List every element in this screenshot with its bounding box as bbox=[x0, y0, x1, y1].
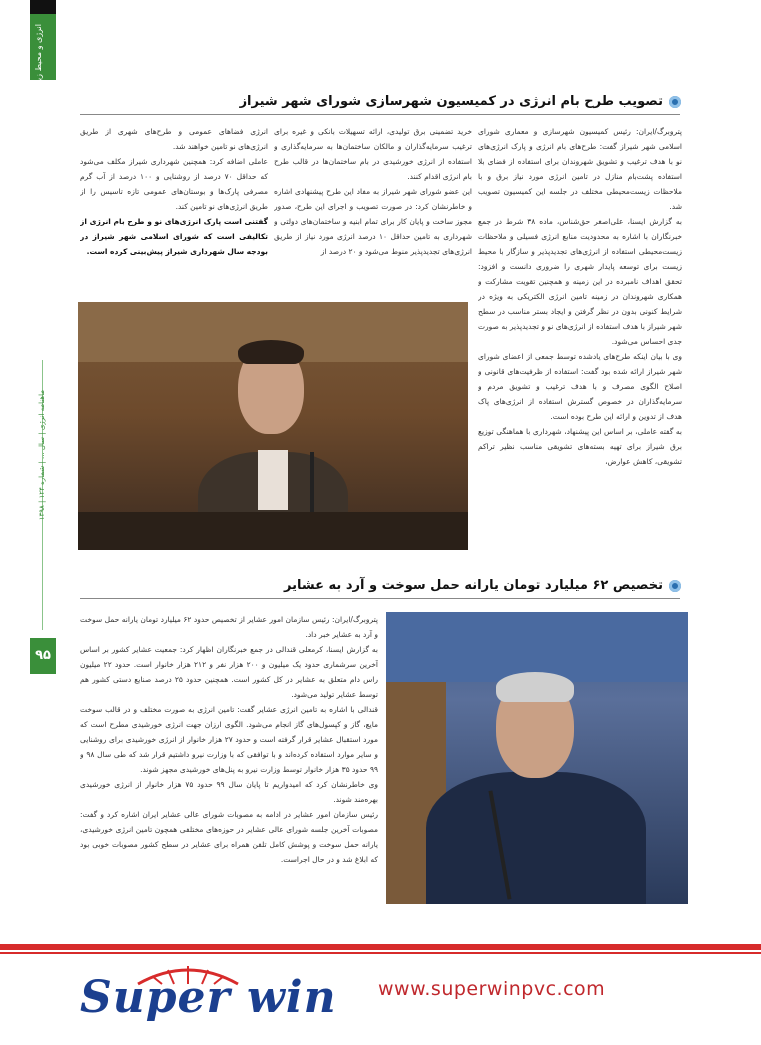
article1-col-left bbox=[80, 124, 268, 294]
article1-title bbox=[240, 94, 681, 109]
superwin-logo bbox=[80, 962, 350, 1032]
website-url[interactable]: www.superwinpvc.com bbox=[378, 978, 606, 1000]
paragraph: رئیس سازمان امور عشایر در ادامه به مصوبات شورای عالی عشایر ایران اشاره کرد و گفت: مصوبات آخرین جلسه شورای عالی عشایر در حوزه‌های مختلفی همچون تامین انرژی خورشیدی، یارانه حمل سوخت و پوشش کامل تلفن همراه برای عشایر در سطح کشور مصوبات خوبی بود که ابلاغ شد و در حال اجراست. bbox=[80, 810, 378, 864]
paragraph: انرژی فضاهای عمومی و طرح‌های شهری از طریق انرژی‌های نو تامین خواهند شد. bbox=[80, 127, 268, 151]
paragraph: به گفته عاملی، بر اساس این پیشنهاد، شهرداری با هماهنگی توزیع برق شیراز برای تهیه بسته‌های تشویقی مناسب نظیر تراکم تشویقی، کاهش عوارض، bbox=[478, 427, 682, 466]
footer-bar-thin bbox=[0, 952, 761, 954]
paragraph-bold: گفتنی است پارک انرژی‌های نو و طرح بام انرژی از تکالیفی است که شورای اسلامی شهر شیراز در بودجه سال شهرداری شیراز پیش‌بینی کرده است. bbox=[80, 217, 268, 256]
paragraph: پتروبرگ/ایران: رئیس کمیسیون شهرسازی و معماری شورای اسلامی شهر شیراز گفت: طرح‌های بام انرژی و پارک انرژی‌های نو با هدف ترغیب و تشویق شهروندان برای استفاده از فضای بلا استفاده پشت‌بام منازل در تامین انرژی مورد نیاز برق و با ملاحظات زیست‌محیطی مختلف در جلسه این کمیسیون تصویب شد. bbox=[478, 127, 682, 211]
title-rule bbox=[80, 598, 680, 599]
article1-photo bbox=[78, 302, 468, 550]
bullet-icon bbox=[669, 580, 681, 592]
article1-title-text: تصویب طرح بام انرژی در کمیسیون شهرسازی شورای شهر شیراز bbox=[239, 94, 663, 109]
paragraph: این عضو شورای شهر شیراز به مفاد این طرح پیشنهادی اشاره و خاطرنشان کرد: در صورت تصویب و اجرای این طرح، صدور مجوز ساخت و پایان کار برای تمام ابنیه و ساختمان‌های دولتی و شهرداری به تامین حداقل ۱۰ درصد انرژی مورد نیاز از طریق انرژی‌های تجدیدپذیر منوط می‌شود و ۲۰ درصد از bbox=[274, 187, 472, 256]
page-number: ۹۵ bbox=[30, 638, 56, 674]
paragraph: وی خاطرنشان کرد که امیدواریم تا پایان سال ۹۹ حدود ۷۵ هزار خانوار از انرژی خورشیدی بهره‌مند شوند. bbox=[80, 780, 378, 804]
paragraph: به گزارش ایسنا، کرمعلی قندالی در جمع خبرنگاران اظهار کرد: جمعیت عشایر کشور بر اساس آخرین سرشماری حدود یک میلیون و ۲۰۰ هزار نفر و ۲۱۲ هزار خانوار است. حدود ۲۲ میلیون راس دام متعلق به عشایر در کل کشور است. همچنین حدود ۲۵ درصد صنایع دستی کشور هم توسط عشایر تولید می‌شود. bbox=[80, 645, 378, 699]
issue-info: ماهنامه انرژی | سال ... | شماره ۱۲۴ | ۱۳۹۸ bbox=[38, 390, 46, 521]
article2-photo bbox=[386, 612, 688, 904]
section-label: انرژی و محیط زیست bbox=[34, 24, 43, 96]
logo-text: Super win bbox=[80, 972, 337, 1023]
paragraph: عاملی اضافه کرد: همچنین شهرداری شیراز مکلف می‌شود که حداقل ۷۰ درصد از روشنایی و ۱۰۰ درصد از آب گرم مصرفی پارک‌ها و بوستان‌های عمومی تازه تاسیس را از طریق انرژی‌های نو تامین کند. bbox=[80, 157, 268, 211]
paragraph: قندالی با اشاره به تامین انرژی عشایر گفت: تامین انرژی به صورت مختلف و در قالب سوخت مایع، گاز و کپسول‌های گاز انجام می‌شود. الگوی ارزان جهت انرژی خورشیدی مطرح است که مورد استقبال عشایر قرار گرفته است و حدود ۲۷ هزار خانوار از انرژی خورشیدی برای روشنایی و سایر موارد استفاده کرده‌اند و با توافقی که با وزارت نیرو داشتیم قرار شد که طی سال ۹۸ و ۹۹ حدود ۳۵ هزار خانوار توسط وزارت نیرو به پنل‌های خورشیدی مجهز شوند. bbox=[80, 705, 378, 774]
paragraph: خرید تضمینی برق تولیدی، ارائه تسهیلات بانکی و غیره برای ترغیب سرمایه‌گذاران و مالکان ساختمان‌ها به سرمایه‌گذاری و استفاده از انرژی خورشیدی در بام ساختمان‌ها در قالب طرح بام انرژی اقدام کنند. bbox=[274, 127, 472, 181]
title-rule bbox=[80, 114, 680, 115]
footer-bar bbox=[0, 944, 761, 950]
paragraph: به گزارش ایسنا، علی‌اصغر حق‌شناس، ماده ۳۸ شرط در جمع خبرنگاران با اشاره به محدودیت منابع انرژی فسیلی و ملاحظات زیست‌محیطی استفاده از انرژی‌های تجدیدپذیر و سازگار با محیط زیست برای توسعه پایدار شهری را ضروری دانست و افزود: تحقق اهداف نامبرده در این زمینه و همچنین تقویت مشارکت و همکاری شهروندان در زمینه تامین انرژی الکتریکی به ویژه در شرایط کنونی بدون در نظر گرفتن و ایجاد بستر مناسب در سطح شهر شیراز با هدف استفاده از انرژی‌های نو و تجدیدپذیر به صورت جدی احساس می‌شود. bbox=[478, 217, 682, 346]
article2-title-text: تخصیص ۶۲ میلیارد تومان یارانه حمل سوخت و آرد به عشایر bbox=[284, 578, 663, 593]
article1-col-middle bbox=[274, 124, 472, 294]
paragraph: پتروبرگ/ایران: رئیس سازمان امور عشایر از تخصیص حدود ۶۲ میلیارد تومان یارانه حمل سوخت و آرد به عشایر خبر داد. bbox=[80, 615, 378, 639]
bullet-icon bbox=[669, 96, 681, 108]
section-tab-cap bbox=[30, 0, 56, 14]
paragraph: وی با بیان اینکه طرح‌های یادشده توسط جمعی از اعضای شورای شهر شیراز ارائه شده بود گفت: استفاده از ظرفیت‌های قانونی و اصلاح الگوی مصرف و با هدف ترغیب و تشویق مردم و سرمایه‌گذاران در خصوص گسترش استفاده از انرژی‌های پاک هدف از تدوین و ارائه این طرح بوده است. bbox=[478, 352, 682, 421]
article2-body bbox=[80, 612, 378, 938]
article1-col-right bbox=[478, 124, 682, 549]
article2-title bbox=[284, 578, 681, 593]
